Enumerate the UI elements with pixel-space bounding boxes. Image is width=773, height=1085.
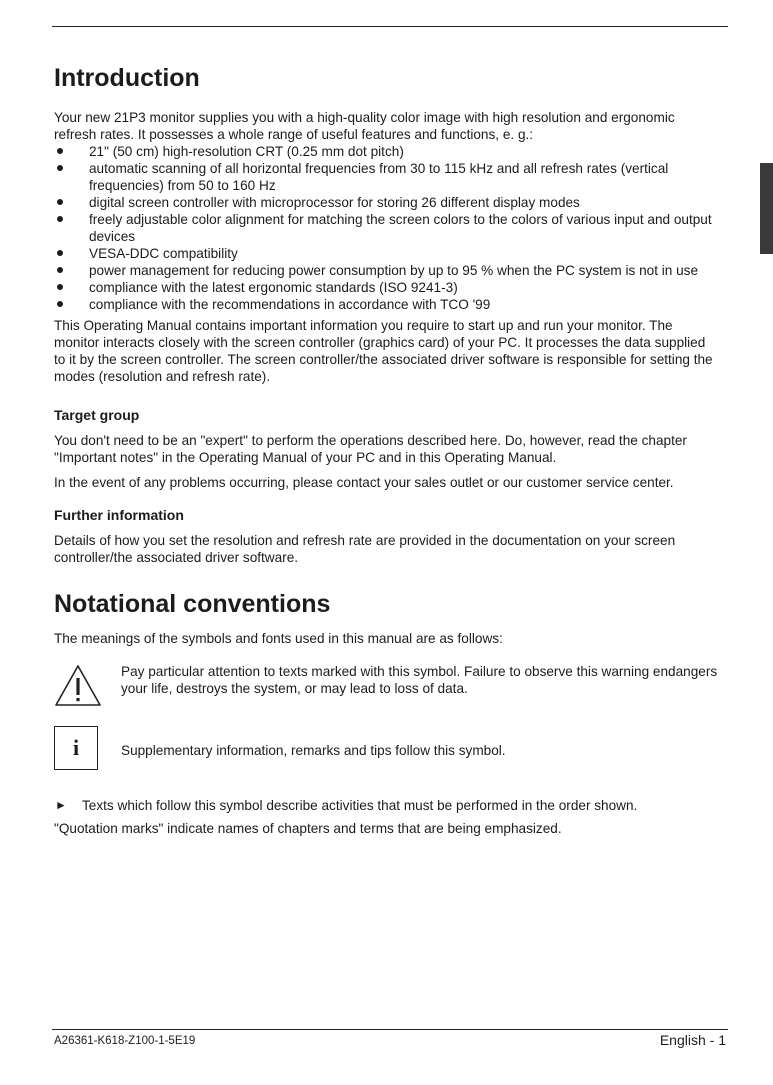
chapter-thumb-tab <box>760 163 773 254</box>
feature-item: 21" (50 cm) high-resolution CRT (0.25 mm dot pitch) <box>54 143 718 160</box>
page-content <box>54 62 718 837</box>
info-convention <box>54 726 718 770</box>
notational-intro-paragraph: The meanings of the symbols and fonts used in this manual are as follows: <box>54 631 503 646</box>
feature-item: compliance with the latest ergonomic standards (ISO 9241-3) <box>54 279 718 296</box>
further-information-heading: Further information <box>54 507 184 523</box>
introduction-heading: Introduction <box>54 64 200 92</box>
further-information-paragraph: Details of how you set the resolution and refresh rate are provided in the documentation on your screen controller/the associated driver software. <box>54 533 676 565</box>
target-group-paragraph: You don't need to be an "expert" to perform the operations described here. Do, however, read the chapter "Important notes" in the Operating Manual of your PC and in this Operating Manual. <box>54 433 687 465</box>
top-rule <box>52 26 728 27</box>
warning-convention <box>54 663 718 707</box>
feature-item: VESA-DDC compatibility <box>54 245 718 262</box>
feature-item: automatic scanning of all horizontal frequencies from 30 to 115 kHz and all refresh rates (vertical frequencies) from 50 to 160 Hz <box>54 160 718 194</box>
warning-triangle-icon <box>54 663 102 707</box>
information-icon: i <box>54 726 98 770</box>
notational-conventions-heading: Notational conventions <box>54 590 331 618</box>
bottom-rule <box>52 1029 728 1030</box>
action-description: Texts which follow this symbol describe activities that must be performed in the order shown. <box>82 798 638 813</box>
target-group-heading: Target group <box>54 407 140 423</box>
feature-item: compliance with the recommendations in accordance with TCO '99 <box>54 296 718 313</box>
operating-manual-paragraph: This Operating Manual contains important information you require to start up and run your monitor. The monitor interacts closely with the screen controller (graphics card) of your PC. It processes the data supplied to it by the screen controller. The screen controller/the associated driver software is responsible for setting the modes (resolution and refresh rate). <box>54 318 713 384</box>
feature-item: power management for reducing power consumption by up to 95 % when the PC system is not in use <box>54 262 718 279</box>
target-group-paragraph: In the event of any problems occurring, please contact your sales outlet or our customer service center. <box>54 475 674 490</box>
document-number: A26361-K618-Z100-1-5E19 <box>54 1035 196 1047</box>
feature-item: digital screen controller with microprocessor for storing 26 different display modes <box>54 194 718 211</box>
feature-list <box>54 143 718 313</box>
info-description: Supplementary information, remarks and tips follow this symbol. <box>121 743 506 758</box>
action-convention <box>54 797 718 814</box>
action-arrow-icon: ► <box>55 798 67 812</box>
introduction-paragraph: Your new 21P3 monitor supplies you with a high-quality color image with high resolution and ergonomic refresh rates. It possesses a whole range of useful features and functions, e. g.: <box>54 110 675 142</box>
warning-description: Pay particular attention to texts marked with this symbol. Failure to observe this warning endangers your life, destroys the system, or may lead to loss of data. <box>121 664 718 696</box>
page-label: English - 1 <box>659 1032 726 1048</box>
quotation-marks-description: "Quotation marks" indicate names of chapters and terms that are being emphasized. <box>54 821 562 836</box>
feature-item: freely adjustable color alignment for matching the screen colors to the colors of various input and output devices <box>54 211 718 245</box>
